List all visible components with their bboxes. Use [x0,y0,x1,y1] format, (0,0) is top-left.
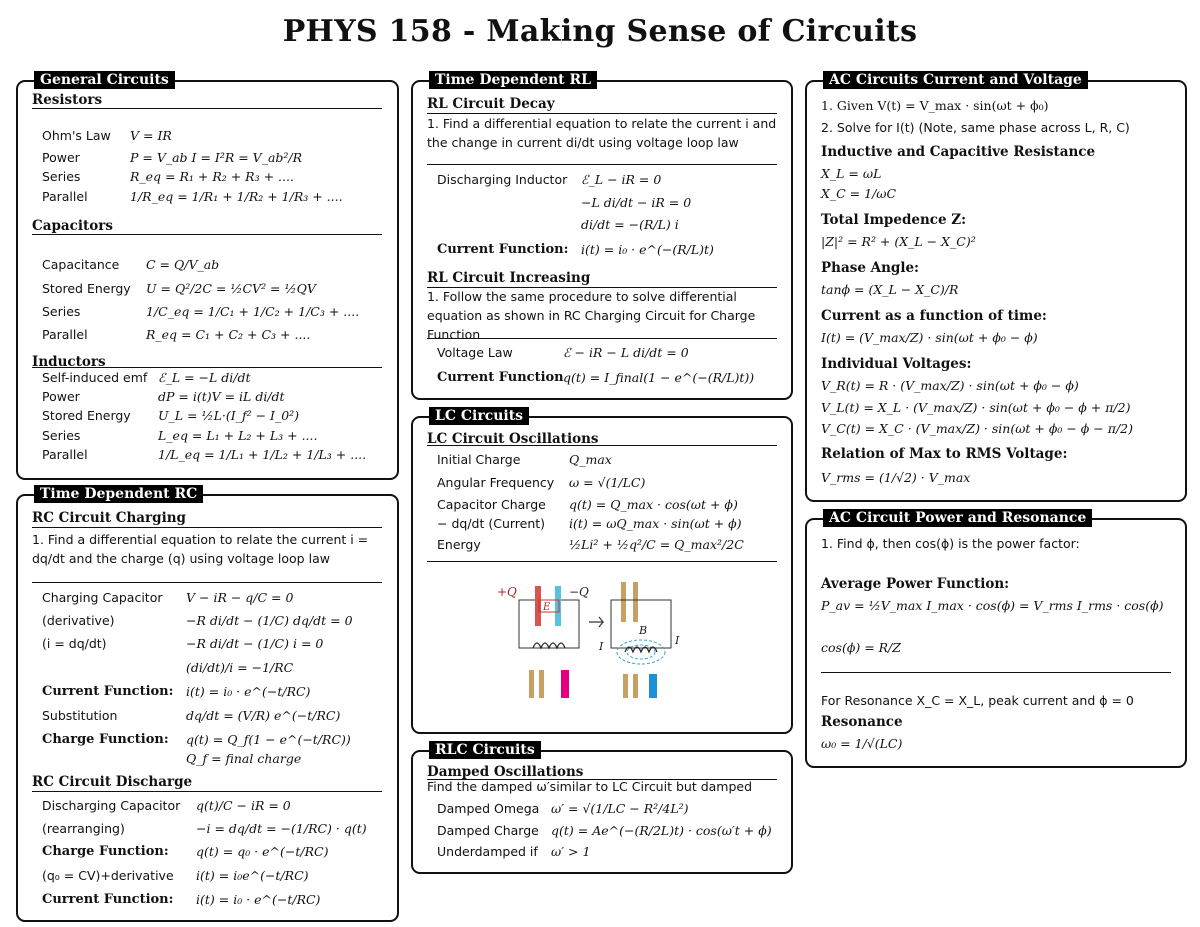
formula: −R di/dt − (1/C) dq/dt = 0 [186,613,353,628]
individual-voltages-heading: Individual Voltages: [821,356,972,372]
row-label: Ohm's Law [42,128,111,143]
divider [32,108,382,109]
formula: V_L(t) = X_L · (V_max/Z) · sin(ωt + ϕ₀ − ϕ + π/2) [821,400,1131,415]
rc-discharge-heading: RC Circuit Discharge [32,774,193,790]
resonance-heading: Resonance [821,714,903,730]
time-dependent-rl-panel [411,72,793,400]
formula: dP = i(t)V = iL di/dt [158,389,285,404]
row-label: Series [42,428,81,443]
row-label: Initial Charge [437,452,521,467]
ac-power-resonance-header: AC Circuit Power and Resonance [823,509,1092,527]
current-label: I [599,640,604,653]
row-label: Damped Omega [437,801,540,816]
row-label: Current Function: [42,892,174,907]
formula: i(t) = i₀ · e^(−t/RC) [196,892,321,907]
formula: C = Q/V_ab [146,257,220,272]
ac-step-2: 2. Solve for I(t) (Note, same phase across L, R, C) [821,120,1130,135]
rms-heading: Relation of Max to RMS Voltage: [821,446,1068,462]
lc-circuits-header: LC Circuits [429,407,529,425]
current-time-heading: Current as a function of time: [821,308,1047,324]
formula: q(t) = q₀ · e^(−t/RC) [196,844,329,859]
formula: ℰ − iR − L di/dt = 0 [563,345,689,360]
formula: Q_max [569,452,612,467]
row-label: − dq/dt (Current) [437,516,546,531]
damped-description: Find the damped ω′similar to LC Circuit but damped [427,779,753,794]
formula: V = IR [130,128,172,143]
general-circuits-panel [16,72,399,480]
row-label: Voltage Law [437,345,513,360]
general-circuits-header: General Circuits [34,71,175,89]
formula: 1/C_eq = 1/C₁ + 1/C₂ + 1/C₃ + .... [146,304,360,319]
damped-oscillations-heading: Damped Oscillations [427,764,584,780]
formula: V_C(t) = X_C · (V_max/Z) · sin(ωt + ϕ₀ − ϕ − π/2) [821,421,1133,436]
impedance-heading: Inductive and Capacitive Resistance [821,144,1096,160]
resonance-note: For Resonance X_C = X_L, peak current and ϕ = 0 [821,693,1134,708]
divider [427,445,777,446]
row-label: Current Function [437,370,564,385]
formula: −R di/dt − (1/C) i = 0 [186,636,324,651]
formula: i(t) = i₀ · e^(−t/RC) [186,684,311,699]
row-label: Substitution [42,708,118,723]
row-label: Capacitance [42,257,120,272]
formula: −i = dq/dt = −(1/RC) · q(t) [196,821,367,836]
row-label: (derivative) [42,613,115,628]
charge-minus-label: −Q [569,585,589,599]
formula: 1/L_eq = 1/L₁ + 1/L₂ + 1/L₃ + .... [158,447,367,462]
formula: U = Q²/2C = ½CV² = ½QV [146,281,316,296]
formula: V − iR − q/C = 0 [186,590,294,605]
field-label: E [543,602,551,613]
rl-step-text: 1. Follow the same procedure to solve differential equation as shown in RC Charging Circuit for Charge Function [427,289,756,342]
resistors-heading: Resistors [32,92,103,108]
row-label: Stored Energy [42,408,131,423]
formula: 1/R_eq = 1/R₁ + 1/R₂ + 1/R₃ + .... [130,189,343,204]
formula: ½Li² + ½q²/C = Q_max²/2C [569,537,744,552]
divider [32,527,382,528]
ac-step-1: 1. Given V(t) = V_max · sin(ωt + ϕ₀) [821,98,1049,113]
lc-circuits-panel [411,408,793,734]
row-label: Charging Capacitor [42,590,163,605]
formula: −L di/dt − iR = 0 [581,195,692,210]
capacitors-heading: Capacitors [32,218,113,234]
row-label: Series [42,304,81,319]
row-label: Charge Function: [42,732,169,747]
row-label: Series [42,169,81,184]
row-label: Capacitor Charge [437,497,546,512]
formula: ω′ = √(1/LC − R²/4L²) [551,801,689,816]
formula: dq/dt = (V/R) e^(−t/RC) [186,708,341,723]
ac-current-voltage-header: AC Circuits Current and Voltage [823,71,1088,89]
row-label: Parallel [42,189,88,204]
row-label: Current Function: [42,684,174,699]
formula: I(t) = (V_max/Z) · sin(ωt + ϕ₀ − ϕ) [821,330,1038,345]
formula: q(t) = Q_f(1 − e^(−t/RC)) [186,732,351,747]
formula: i(t) = i₀ · e^(−(R/L)t) [581,242,714,257]
divider [32,367,382,368]
formula: ω′ > 1 [551,844,591,859]
formula: X_C = 1/ωC [821,186,897,201]
formula: R_eq = C₁ + C₂ + C₃ + .... [146,327,311,342]
formula: ℰ_L = −L di/dt [158,370,251,385]
formula: cos(ϕ) = R/Z [821,640,901,655]
row-label: Energy [437,537,481,552]
row-label: Discharging Capacitor [42,798,181,813]
formula: X_L = ωL [821,166,882,181]
divider [32,791,382,792]
formula: q(t) = I_final(1 − e^(−(R/L)t)) [563,370,755,385]
row-label: (rearranging) [42,821,125,836]
page-title: PHYS 158 - Making Sense of Circuits [282,14,918,49]
formula: V_R(t) = R · (V_max/Z) · sin(ωt + ϕ₀ − ϕ) [821,378,1079,393]
formula: R_eq = R₁ + R₂ + R₃ + .... [130,169,294,184]
row-label: Power [42,389,80,404]
formula: (di/dt)/i = −1/RC [186,660,294,675]
power-factor-text: 1. Find ϕ, then cos(ϕ) is the power factor: [821,536,1080,551]
row-label: Parallel [42,447,88,462]
lc-oscillation-figure [499,578,699,706]
phase-angle-heading: Phase Angle: [821,260,920,276]
formula: q(t)/C − iR = 0 [196,798,291,813]
rc-charging-heading: RC Circuit Charging [32,510,186,526]
formula: q(t) = Q_max · cos(ωt + ϕ) [569,497,738,512]
divider [427,338,777,339]
lc-oscillations-heading: LC Circuit Oscillations [427,431,599,447]
divider [32,234,382,235]
time-dependent-rc-header: Time Dependent RC [34,485,203,503]
average-power-heading: Average Power Function: [821,576,1010,592]
row-label: (i = dq/dt) [42,636,107,651]
formula: U_L = ½L·(I_f² − I_0²) [158,408,300,423]
formula: tanϕ = (X_L − X_C)/R [821,282,959,297]
rlc-circuits-panel [411,742,793,874]
rlc-circuits-header: RLC Circuits [429,741,541,759]
row-label: (q₀ = CV)+derivative [42,868,174,883]
row-label: Current Function: [437,242,569,257]
formula: Q_f = final charge [186,751,302,766]
time-dependent-rc-panel [16,486,399,922]
row-label: Stored Energy [42,281,131,296]
charge-plus-label: +Q [497,585,517,599]
formula: i(t) = i₀e^(−t/RC) [196,868,309,883]
row-label: Parallel [42,327,88,342]
row-label: Angular Frequency [437,475,555,490]
formula: i(t) = ωQ_max · sin(ωt + ϕ) [569,516,742,531]
rl-step-text: 1. Find a differential equation to relate the current i and the change in current di/dt using voltage loop law [427,116,777,150]
formula: P = V_ab I = I²R = V_ab²/R [130,150,303,165]
rl-increasing-heading: RL Circuit Increasing [427,270,591,286]
inductors-heading: Inductors [32,354,106,370]
formula: ω₀ = 1/√(LC) [821,736,903,751]
current-label: I [675,634,680,647]
formula: L_eq = L₁ + L₂ + L₃ + .... [158,428,318,443]
formula: di/dt = −(R/L) i [581,217,679,232]
row-label: Power [42,150,80,165]
total-impedance-heading: Total Impedence Z: [821,212,967,228]
divider [427,561,777,562]
divider [821,672,1171,673]
row-label: Damped Charge [437,823,539,838]
time-dependent-rl-header: Time Dependent RL [429,71,597,89]
divider [427,164,777,165]
ac-power-resonance-panel [805,510,1187,768]
row-label: Underdamped if [437,844,538,859]
ac-current-voltage-panel [805,72,1187,502]
formula: ℰ_L − iR = 0 [581,172,662,187]
formula: V_rms = (1/√2) · V_max [821,470,971,485]
field-label: B [639,624,648,637]
formula: |Z|² = R² + (X_L − X_C)² [821,234,976,249]
row-label: Discharging Inductor [437,172,568,187]
rc-step-text: 1. Find a differential equation to relate the current i = dq/dt and the charge (q) using voltage loop law [32,532,369,566]
formula: P_av = ½V_max I_max · cos(ϕ) = V_rms I_rms · cos(ϕ) [821,598,1164,613]
formula: ω = √(1/LC) [569,475,646,490]
formula: q(t) = Ae^(−(R/2L)t) · cos(ω′t + ϕ) [551,823,772,838]
divider [32,582,382,583]
row-label: Charge Function: [42,844,169,859]
rl-decay-heading: RL Circuit Decay [427,96,555,112]
row-label: Self-induced emf [42,370,148,385]
